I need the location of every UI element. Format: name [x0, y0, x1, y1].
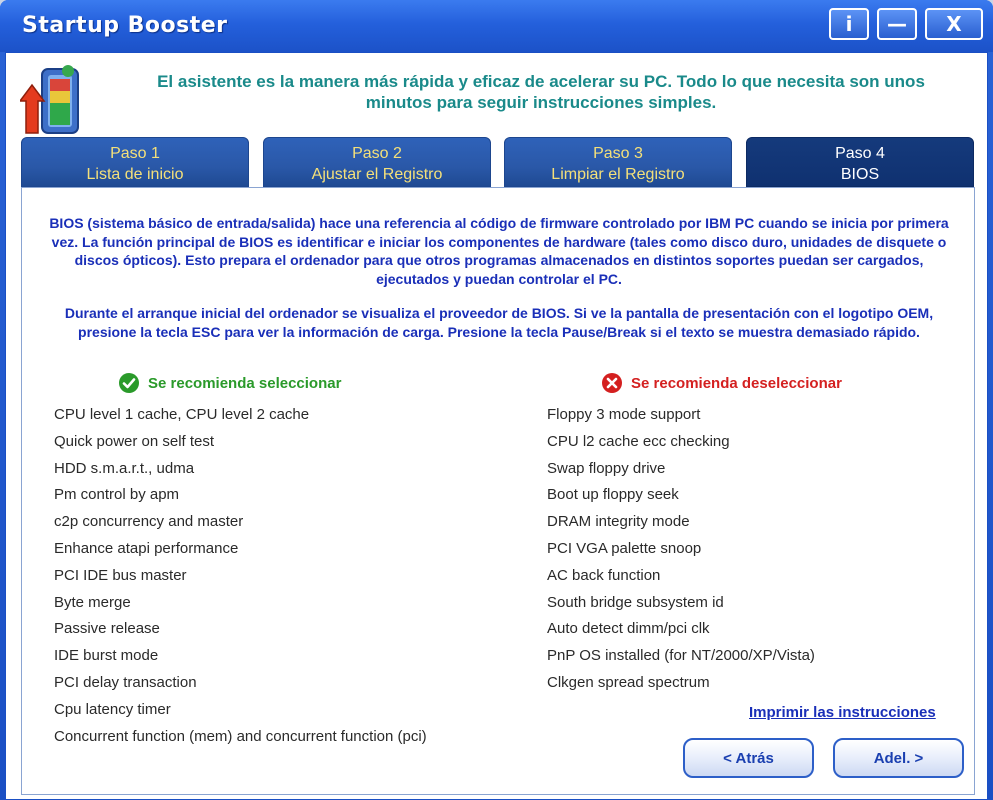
minimize-button[interactable]: —	[877, 8, 917, 40]
recommended-heading-text: Se recomienda seleccionar	[148, 374, 342, 392]
not-recommended-heading-text: Se recomienda deseleccionar	[631, 374, 842, 392]
list-item: Passive release	[54, 620, 160, 638]
close-button[interactable]: X	[925, 8, 983, 40]
header-line-1: El asistente es la manera más rápida y eficaz de acelerar su PC. Todo lo que necesita son unos	[157, 72, 925, 91]
list-item: PnP OS installed (for NT/2000/XP/Vista)	[547, 647, 815, 665]
tab-label: Lista de inicio	[86, 166, 184, 183]
header-line-2: minutos para seguir instrucciones simples.	[365, 93, 717, 112]
tab-step: Paso 3	[593, 145, 643, 162]
next-button[interactable]: Adel. >	[833, 738, 964, 778]
check-circle-icon	[118, 372, 140, 394]
client-area	[5, 52, 988, 800]
list-item: PCI VGA palette snoop	[547, 539, 702, 557]
list-item: Quick power on self test	[54, 432, 215, 450]
tab-paso-3[interactable]	[504, 137, 732, 187]
recommended-heading	[118, 372, 341, 394]
info-button[interactable]: i	[829, 8, 869, 40]
list-item: Cpu latency timer	[54, 700, 171, 718]
bios-intro: BIOS (sistema básico de entrada/salida) hace una referencia al código de firmware controlado por IBM PC cuando se inicia por primera vez. La función principal de BIOS es identificar e iniciar los componentes de hardware (tales como disco duro, unidades de disquete o discos ópticos). Esto prepara el ordenador para que otros programas almacenados en distintos soportes puedan ser cargados, ejecutados y puedan controlar el PC.	[49, 215, 949, 287]
bios-panel	[21, 187, 975, 795]
tab-paso-1[interactable]	[21, 137, 249, 187]
recommended-list	[54, 402, 427, 750]
window-title: Startup Booster	[22, 13, 228, 38]
list-item: Swap floppy drive	[547, 459, 666, 477]
list-item: Floppy 3 mode support	[547, 406, 701, 423]
not-recommended-heading	[601, 372, 842, 394]
print-instructions-link[interactable]: Imprimir las instrucciones	[749, 704, 936, 721]
list-item: PCI delay transaction	[54, 673, 197, 691]
list-item: Pm control by apm	[54, 486, 180, 504]
list-item: Enhance atapi performance	[54, 539, 239, 557]
list-item: CPU l2 cache ecc checking	[547, 432, 730, 450]
list-item: AC back function	[547, 566, 661, 584]
tab-label: Ajustar el Registro	[311, 166, 443, 183]
list-item: Boot up floppy seek	[547, 486, 679, 504]
x-circle-icon	[601, 372, 623, 394]
tab-step: Paso 2	[352, 145, 402, 162]
header	[6, 53, 987, 137]
tab-paso-2[interactable]	[263, 137, 491, 187]
tab-step: Paso 1	[110, 145, 160, 162]
list-item: IDE burst mode	[54, 647, 159, 665]
list-item: Concurrent function (mem) and concurrent function (pci)	[54, 727, 427, 745]
tab-label: Limpiar el Registro	[551, 166, 685, 183]
tab-paso-4[interactable]	[746, 137, 974, 187]
list-item: DRAM integrity mode	[547, 513, 690, 531]
list-item: CPU level 1 cache, CPU level 2 cache	[54, 406, 310, 423]
startup-booster-logo-icon	[20, 63, 82, 137]
list-item: Auto detect dimm/pci clk	[547, 620, 710, 638]
list-item: Byte merge	[54, 593, 131, 611]
title-bar[interactable]	[0, 0, 993, 52]
boot-note: Durante el arranque inicial del ordenador se visualiza el proveedor de BIOS. Si ve la pantalla de presentación con el logotipo OEM, presione la tecla ESC para ver la información de carga. Presione la tecla Pause/Break si el texto se muestra demasiado rápido.	[64, 305, 934, 340]
list-item: PCI IDE bus master	[54, 566, 187, 584]
list-item: Clkgen spread spectrum	[547, 673, 710, 691]
header-message	[116, 71, 966, 113]
back-button[interactable]: < Atrás	[683, 738, 814, 778]
list-item: HDD s.m.a.r.t., udma	[54, 459, 195, 477]
tab-step: Paso 4	[835, 145, 885, 162]
list-item: c2p concurrency and master	[54, 513, 244, 531]
tab-label: BIOS	[840, 166, 880, 183]
list-item: South bridge subsystem id	[547, 593, 724, 611]
not-recommended-list	[547, 402, 815, 697]
